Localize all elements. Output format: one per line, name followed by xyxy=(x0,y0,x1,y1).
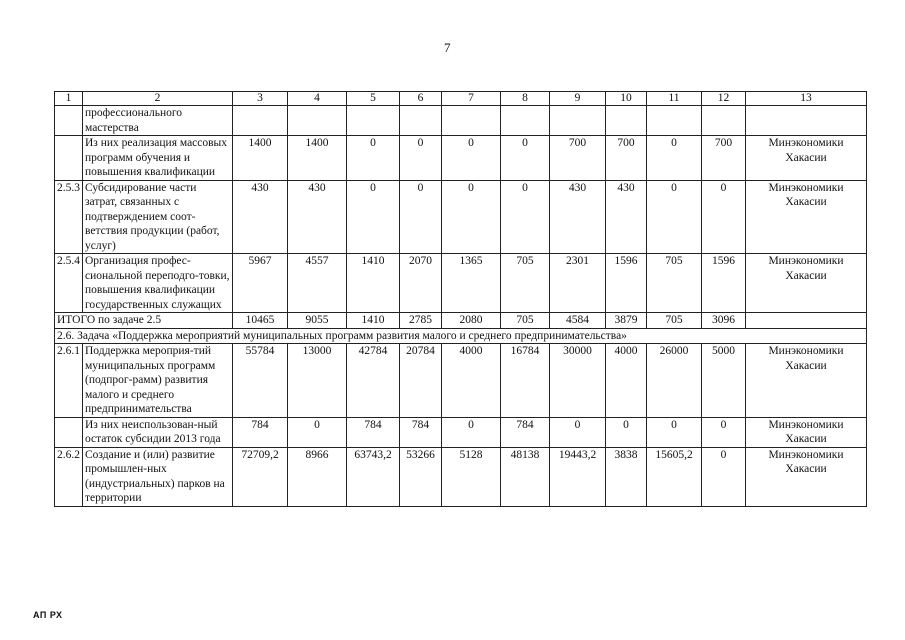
column-header: 11 xyxy=(647,92,702,106)
table-row xyxy=(55,180,867,254)
value-cell: 0 xyxy=(442,136,501,181)
value-cell: 700 xyxy=(606,136,647,181)
total-value-cell: 2080 xyxy=(442,313,501,329)
value-cell xyxy=(501,106,550,136)
value-cell: 0 xyxy=(442,417,501,447)
value-cell: 1400 xyxy=(288,136,347,181)
value-cell: 0 xyxy=(442,180,501,254)
row-description: Поддержка мероприя-тий муниципальных программ (подпрог-рамм) развития малого и среднего предпринимательства xyxy=(83,344,233,418)
total-label: ИТОГО по задаче 2.5 xyxy=(55,313,233,329)
value-cell xyxy=(400,106,442,136)
value-cell: 5000 xyxy=(702,344,746,418)
total-value-cell: 3879 xyxy=(606,313,647,329)
responsible-cell: Минэкономики Хакасии xyxy=(746,180,867,254)
total-value-cell: 705 xyxy=(647,313,702,329)
value-cell xyxy=(347,106,400,136)
row-description: профессионального мастерства xyxy=(83,106,233,136)
total-value-cell: 705 xyxy=(501,313,550,329)
responsible-cell xyxy=(746,313,867,329)
row-code: 2.6.1 xyxy=(55,344,83,418)
value-cell: 784 xyxy=(233,417,288,447)
value-cell: 0 xyxy=(702,417,746,447)
row-code xyxy=(55,417,83,447)
column-header: 6 xyxy=(400,92,442,106)
column-header: 5 xyxy=(347,92,400,106)
table-row xyxy=(55,417,867,447)
budget-table xyxy=(54,91,867,507)
value-cell: 26000 xyxy=(647,344,702,418)
row-code: 2.5.4 xyxy=(55,254,83,313)
value-cell: 700 xyxy=(702,136,746,181)
total-value-cell: 2785 xyxy=(400,313,442,329)
value-cell xyxy=(647,106,702,136)
value-cell: 0 xyxy=(647,180,702,254)
value-cell: 20784 xyxy=(400,344,442,418)
responsible-cell: Минэкономики Хакасии xyxy=(746,136,867,181)
column-header: 12 xyxy=(702,92,746,106)
value-cell: 0 xyxy=(501,136,550,181)
value-cell xyxy=(702,106,746,136)
value-cell: 4557 xyxy=(288,254,347,313)
row-description: Создание и (или) развитие промышлен-ных (индустриальных) парков на территории xyxy=(83,447,233,506)
total-value-cell: 9055 xyxy=(288,313,347,329)
value-cell: 5128 xyxy=(442,447,501,506)
value-cell: 4000 xyxy=(442,344,501,418)
value-cell: 784 xyxy=(400,417,442,447)
value-cell: 430 xyxy=(233,180,288,254)
value-cell: 0 xyxy=(347,136,400,181)
column-header: 3 xyxy=(233,92,288,106)
value-cell: 430 xyxy=(288,180,347,254)
row-description: Субсидирование части затрат, связанных с подтверждением соот-ветствия продукции (работ, услуг) xyxy=(83,180,233,254)
responsible-cell: Минэкономики Хакасии xyxy=(746,447,867,506)
value-cell: 0 xyxy=(288,417,347,447)
header-row xyxy=(55,92,867,106)
value-cell xyxy=(288,106,347,136)
total-value-cell: 1410 xyxy=(347,313,400,329)
column-header: 13 xyxy=(746,92,867,106)
column-header: 7 xyxy=(442,92,501,106)
column-header: 4 xyxy=(288,92,347,106)
value-cell: 1400 xyxy=(233,136,288,181)
value-cell: 1410 xyxy=(347,254,400,313)
value-cell: 48138 xyxy=(501,447,550,506)
value-cell: 0 xyxy=(606,417,647,447)
table-row xyxy=(55,344,867,418)
value-cell: 8966 xyxy=(288,447,347,506)
value-cell: 3838 xyxy=(606,447,647,506)
value-cell: 0 xyxy=(702,180,746,254)
value-cell xyxy=(442,106,501,136)
value-cell: 72709,2 xyxy=(233,447,288,506)
value-cell: 42784 xyxy=(347,344,400,418)
row-code xyxy=(55,136,83,181)
value-cell: 0 xyxy=(647,417,702,447)
value-cell: 0 xyxy=(702,447,746,506)
column-header: 8 xyxy=(501,92,550,106)
value-cell xyxy=(233,106,288,136)
column-header: 10 xyxy=(606,92,647,106)
value-cell: 0 xyxy=(501,180,550,254)
value-cell: 0 xyxy=(647,136,702,181)
value-cell: 63743,2 xyxy=(347,447,400,506)
responsible-cell: Минэкономики Хакасии xyxy=(746,344,867,418)
total-value-cell: 10465 xyxy=(233,313,288,329)
value-cell: 0 xyxy=(550,417,606,447)
value-cell: 0 xyxy=(347,180,400,254)
value-cell: 0 xyxy=(400,180,442,254)
value-cell: 2070 xyxy=(400,254,442,313)
task-heading: 2.6. Задача «Поддержка мероприятий муниципальных программ развития малого и среднего предпринимательства» xyxy=(55,328,867,344)
table-row xyxy=(55,106,867,136)
value-cell: 784 xyxy=(347,417,400,447)
value-cell: 13000 xyxy=(288,344,347,418)
value-cell: 1596 xyxy=(702,254,746,313)
value-cell: 705 xyxy=(647,254,702,313)
row-code: 2.5.3 xyxy=(55,180,83,254)
total-value-cell: 4584 xyxy=(550,313,606,329)
column-header: 1 xyxy=(55,92,83,106)
row-code: 2.6.2 xyxy=(55,447,83,506)
value-cell: 16784 xyxy=(501,344,550,418)
table-row xyxy=(55,136,867,181)
footer-label: АП РХ xyxy=(33,610,63,620)
value-cell xyxy=(550,106,606,136)
value-cell: 55784 xyxy=(233,344,288,418)
value-cell xyxy=(606,106,647,136)
row-description: Из них реализация массовых программ обучения и повышения квалификации xyxy=(83,136,233,181)
responsible-cell: Минэкономики Хакасии xyxy=(746,254,867,313)
row-description: Из них неиспользован-ный остаток субсидии 2013 года xyxy=(83,417,233,447)
value-cell: 1365 xyxy=(442,254,501,313)
value-cell: 2301 xyxy=(550,254,606,313)
responsible-cell xyxy=(746,106,867,136)
value-cell: 15605,2 xyxy=(647,447,702,506)
row-code xyxy=(55,106,83,136)
value-cell: 19443,2 xyxy=(550,447,606,506)
value-cell: 4000 xyxy=(606,344,647,418)
total-value-cell: 3096 xyxy=(702,313,746,329)
task-heading-row xyxy=(55,328,867,344)
total-row xyxy=(55,313,867,329)
column-header: 9 xyxy=(550,92,606,106)
value-cell: 700 xyxy=(550,136,606,181)
table-row xyxy=(55,447,867,506)
column-header: 2 xyxy=(83,92,233,106)
value-cell: 53266 xyxy=(400,447,442,506)
row-description: Организация профес-сиональной переподго-товки, повышения квалификации государственных служащих xyxy=(83,254,233,313)
value-cell: 430 xyxy=(550,180,606,254)
value-cell: 30000 xyxy=(550,344,606,418)
value-cell: 705 xyxy=(501,254,550,313)
value-cell: 0 xyxy=(400,136,442,181)
value-cell: 1596 xyxy=(606,254,647,313)
responsible-cell: Минэкономики Хакасии xyxy=(746,417,867,447)
page-number: 7 xyxy=(444,40,451,55)
value-cell: 5967 xyxy=(233,254,288,313)
table-row xyxy=(55,254,867,313)
value-cell: 430 xyxy=(606,180,647,254)
value-cell: 784 xyxy=(501,417,550,447)
